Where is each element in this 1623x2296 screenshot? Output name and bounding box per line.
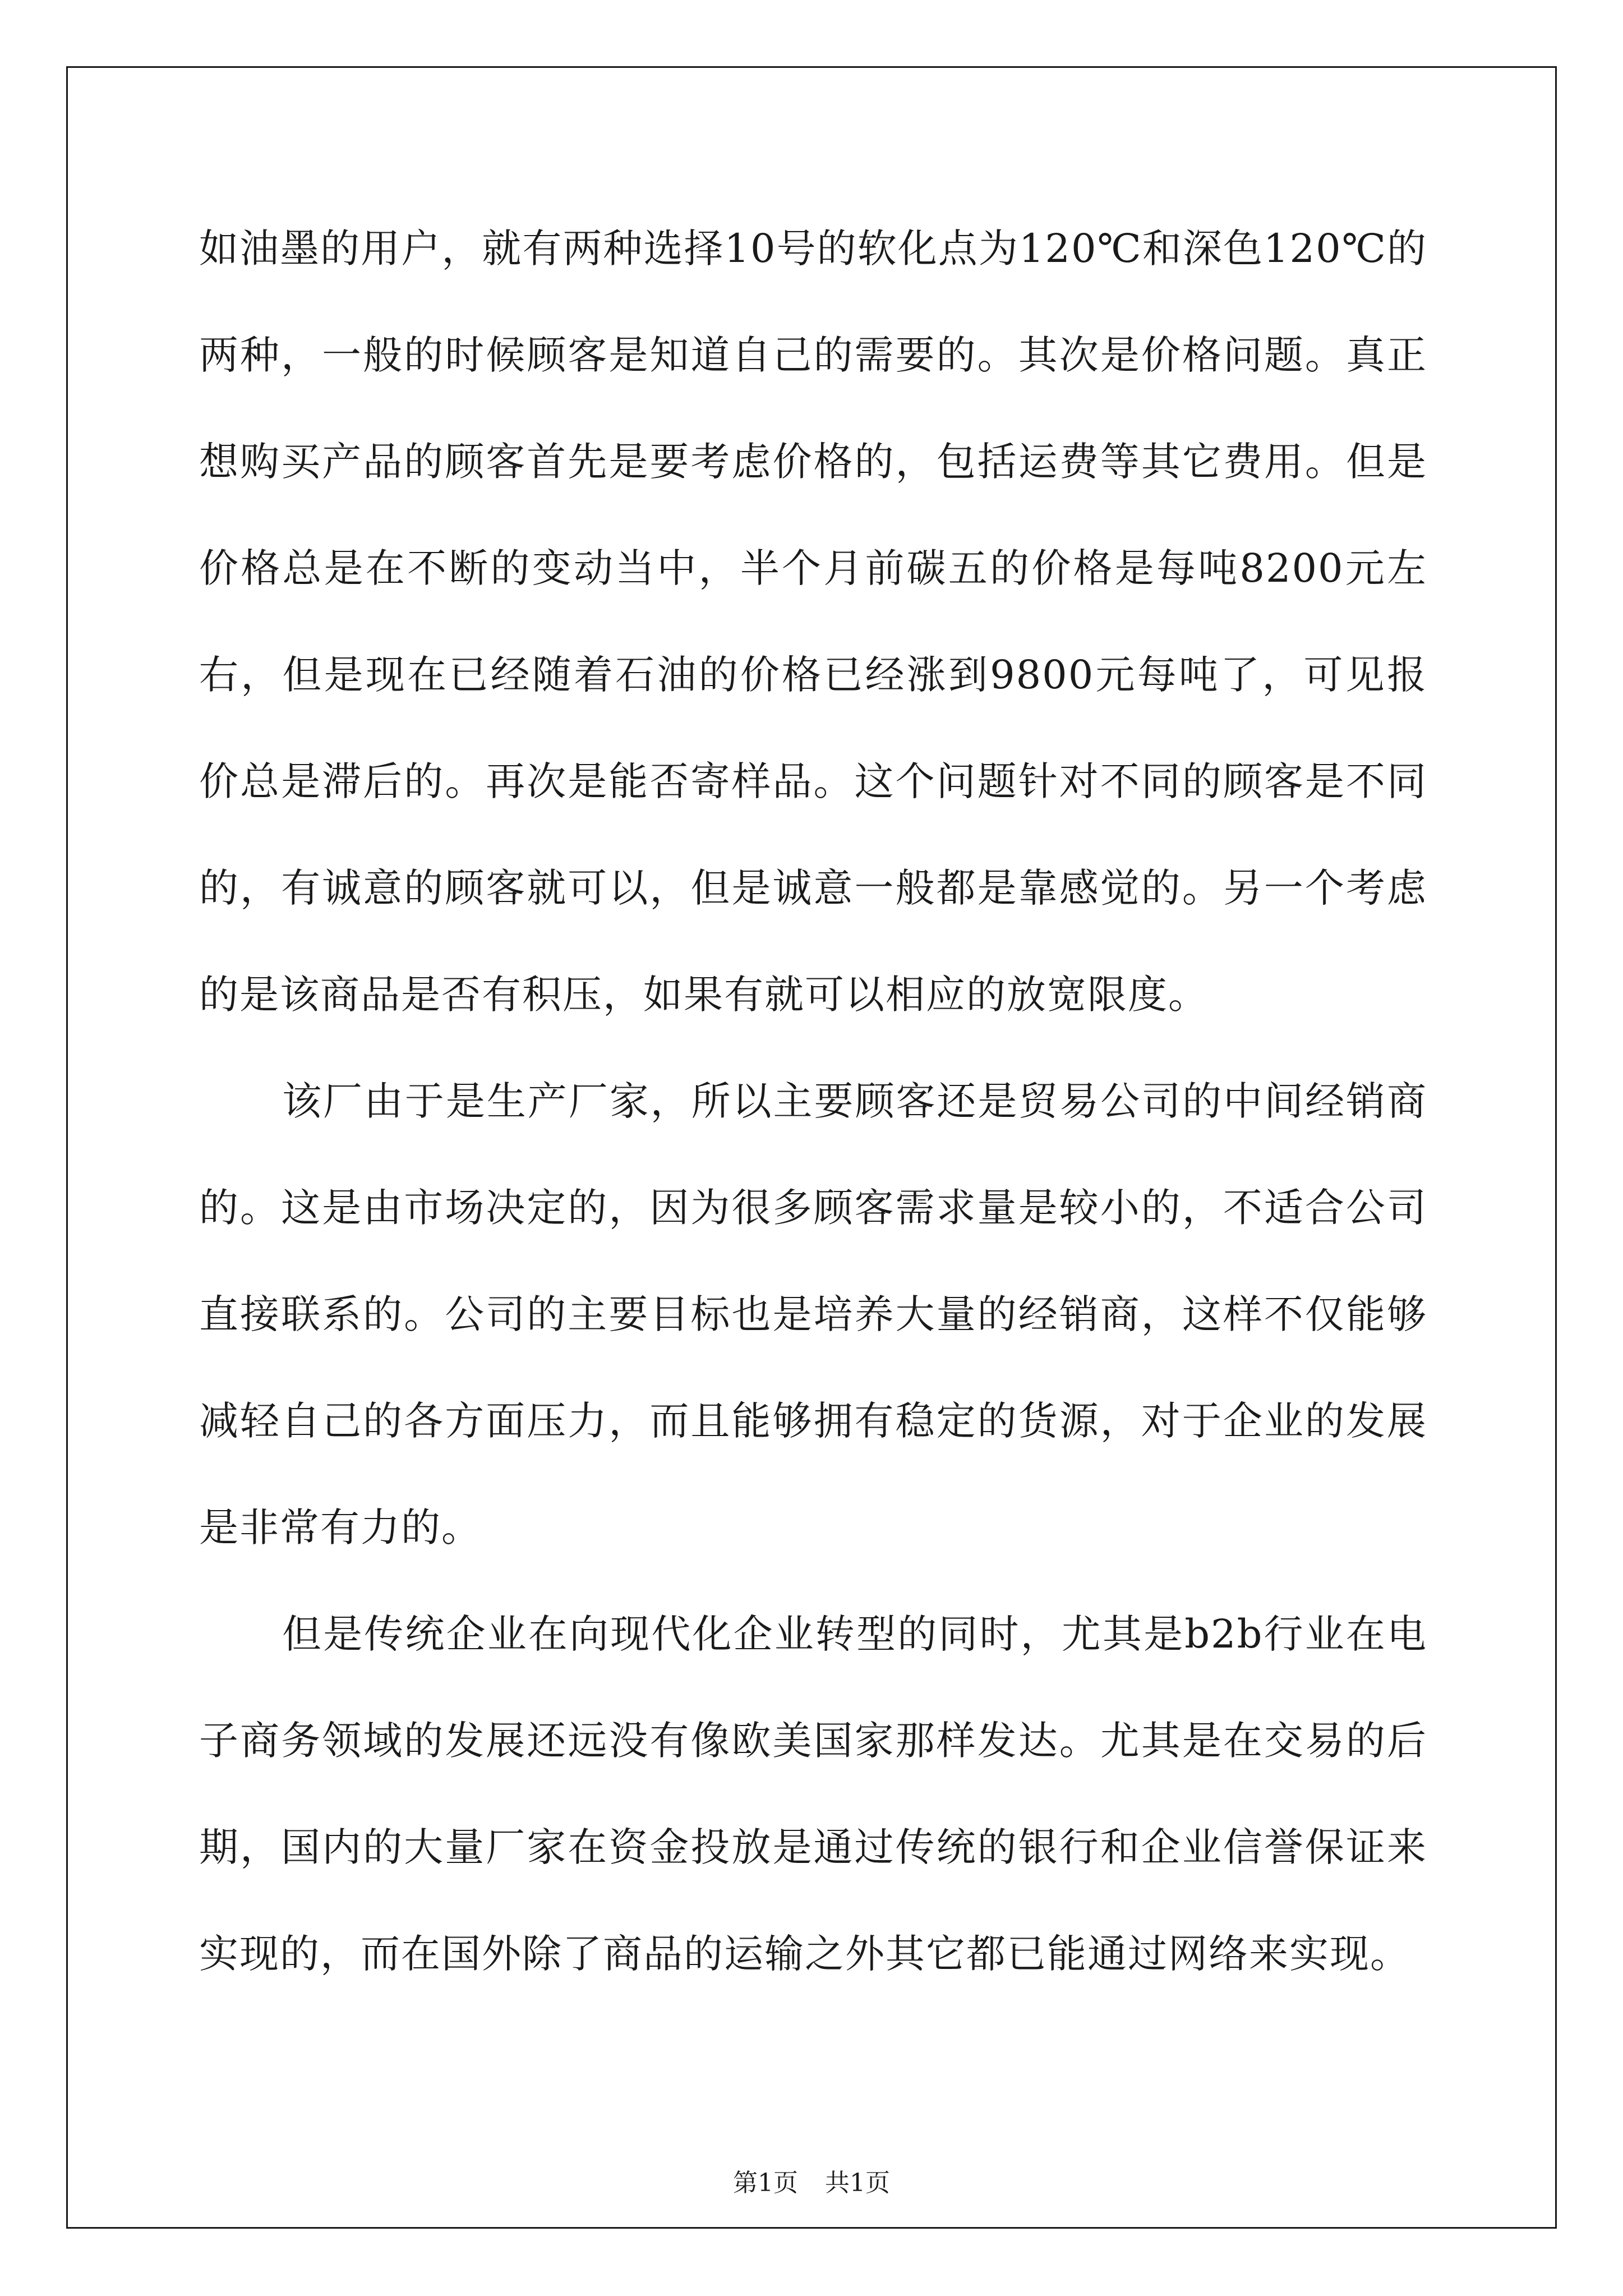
page-total: 共1页	[825, 2169, 890, 2197]
paragraph-1: 如油墨的用户，就有两种选择10号的软化点为120℃和深色120℃的两种，一般的时候顾客是知道自己的需要的。其次是价格问题。真正想购买产品的顾客首先是要考虑价格的，包括运费等其它费用。但是价格总是在不断的变动当中，半个月前碳五的价格是每吨8200元左右，但是现在已经随着石油的价格已经涨到9800元每吨了，可见报价总是滞后的。再次是能否寄样品。这个问题针对不同的顾客是不同的，有诚意的顾客就可以，但是诚意一般都是靠感觉的。另一个考虑的是该商品是否有积压，如果有就可以相应的放宽限度。	[199, 226, 1427, 1018]
paragraph-2: 该厂由于是生产厂家，所以主要顾客还是贸易公司的中间经销商的。这是由市场决定的，因为很多顾客需求量是较小的，不适合公司直接联系的。公司的主要目标也是培养大量的经销商，这样不仅能够减轻自己的各方面压力，而且能够拥有稳定的货源，对于企业的发展是非常有力的。	[199, 1078, 1427, 1550]
page-number: 第1页	[733, 2169, 798, 2197]
document-body	[199, 195, 1427, 2007]
page-footer	[0, 2166, 1623, 2200]
paragraph-3: 但是传统企业在向现代化企业转型的同时，尤其是b2b行业在电子商务领域的发展还远没有像欧美国家那样发达。尤其是在交易的后期，国内的大量厂家在资金投放是通过传统的银行和企业信誉保证来实现的，而在国外除了商品的运输之外其它都已能通过网络来实现。	[199, 1611, 1427, 1977]
